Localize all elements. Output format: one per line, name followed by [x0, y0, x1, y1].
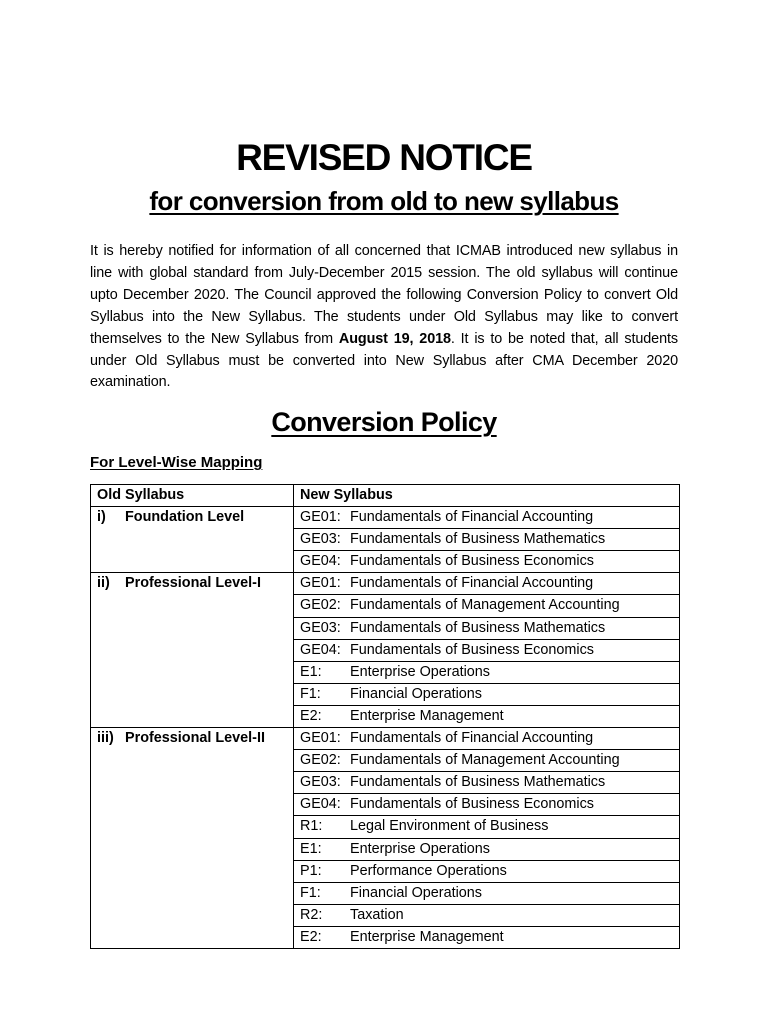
old-syllabus-level: [91, 507, 294, 573]
subject-code: GE04:: [300, 553, 341, 570]
subject-name: Performance Operations: [350, 862, 507, 879]
subject-code: F1:: [300, 685, 321, 702]
new-syllabus-subject: [294, 529, 680, 551]
table-row: [91, 507, 680, 529]
subject-code: GE03:: [300, 774, 341, 791]
paragraph-text-before: It is hereby notified for information of all concerned that ICMAB introduced new syllabus in line with global standard from July-December 2015 session. The old syllabus will continue upto December 2020. The Council approved the following Conversion Policy to convert Old Syllabus into the New Syllabus. The students under Old Syllabus may like to convert themselves to the New Syllabus from: [90, 243, 678, 347]
new-syllabus-subject: [294, 617, 680, 639]
new-syllabus-subject: [294, 683, 680, 705]
section-title: [0, 402, 768, 442]
new-syllabus-subject: [294, 728, 680, 750]
subject-name: Fundamentals of Business Economics: [350, 553, 594, 570]
new-syllabus-subject: [294, 595, 680, 617]
new-syllabus-subject: [294, 639, 680, 661]
new-syllabus-subject: [294, 860, 680, 882]
new-syllabus-subject: [294, 816, 680, 838]
header-new-syllabus: New Syllabus: [294, 485, 680, 507]
table-row: [91, 728, 680, 750]
notice-title: REVISED NOTICE: [236, 137, 532, 178]
subject-code: E1:: [300, 663, 322, 680]
subject-name: Fundamentals of Management Accounting: [350, 597, 620, 614]
level-name: Foundation Level: [125, 509, 245, 526]
level-name: Professional Level-II: [125, 730, 265, 747]
subject-name: Fundamentals of Financial Accounting: [350, 575, 594, 592]
subject-name: Fundamentals of Financial Accounting: [350, 509, 594, 526]
subject-code: R2:: [300, 906, 323, 923]
subject-code: E1:: [300, 840, 322, 857]
paragraph-text-after: . It is to be noted that, all students under Old Syllabus must be converted into New Syllabus after CMA December 2020 examination.: [90, 330, 678, 391]
subject-code: GE04:: [300, 796, 341, 813]
table-body: [91, 507, 680, 949]
new-syllabus-subject: [294, 882, 680, 904]
subject-name: Fundamentals of Business Economics: [350, 641, 594, 658]
paragraph-date: August 19, 2018: [338, 330, 451, 347]
mapping-heading: For Level-Wise Mapping: [90, 454, 263, 471]
new-syllabus-subject: [294, 904, 680, 926]
subject-code: F1:: [300, 884, 321, 901]
subject-name: Financial Operations: [350, 685, 482, 702]
notice-paragraph: [90, 241, 678, 394]
header-old-syllabus: Old Syllabus: [91, 485, 294, 507]
subject-code: GE03:: [300, 619, 341, 636]
subject-code: GE02:: [300, 597, 341, 614]
section-title-text: Conversion Policy: [271, 407, 497, 437]
subject-code: P1:: [300, 862, 322, 879]
new-syllabus-subject: [294, 551, 680, 573]
level-number: iii): [97, 730, 114, 747]
new-syllabus-subject: [294, 573, 680, 595]
new-syllabus-subject: [294, 661, 680, 683]
subject-name: Fundamentals of Management Accounting: [350, 752, 620, 769]
new-syllabus-subject: [294, 772, 680, 794]
new-syllabus-subject: [294, 507, 680, 529]
subject-code: E2:: [300, 928, 322, 945]
subject-code: R1:: [300, 818, 323, 835]
subject-code: GE01:: [300, 730, 341, 747]
subject-name: Enterprise Operations: [350, 840, 490, 857]
table-header-row: [91, 485, 680, 507]
subject-name: Financial Operations: [350, 884, 482, 901]
subject-name: Fundamentals of Business Mathematics: [350, 531, 606, 548]
subject-name: Enterprise Management: [350, 707, 504, 724]
new-syllabus-subject: [294, 794, 680, 816]
subject-code: GE04:: [300, 641, 341, 658]
level-mapping-table: [90, 484, 680, 949]
new-syllabus-subject: [294, 838, 680, 860]
new-syllabus-subject: [294, 926, 680, 948]
level-number: i): [97, 509, 106, 526]
subject-name: Enterprise Management: [350, 928, 504, 945]
subject-name: Enterprise Operations: [350, 663, 490, 680]
subject-code: E2:: [300, 707, 322, 724]
subject-name: Legal Environment of Business: [350, 818, 549, 835]
level-number: ii): [97, 575, 110, 592]
table-row: [91, 573, 680, 595]
subject-code: GE03:: [300, 531, 341, 548]
notice-subtitle: [0, 184, 768, 218]
subject-code: GE01:: [300, 509, 341, 526]
subject-code: GE01:: [300, 575, 341, 592]
subject-name: Fundamentals of Financial Accounting: [350, 730, 594, 747]
old-syllabus-level: [91, 728, 294, 949]
new-syllabus-subject: [294, 705, 680, 727]
subject-code: GE02:: [300, 752, 341, 769]
old-syllabus-level: [91, 573, 294, 728]
notice-subtitle-text: for conversion from old to new syllabus: [149, 186, 619, 216]
new-syllabus-subject: [294, 750, 680, 772]
subject-name: Fundamentals of Business Economics: [350, 796, 594, 813]
subject-name: Taxation: [350, 906, 404, 923]
subject-name: Fundamentals of Business Mathematics: [350, 774, 606, 791]
level-name: Professional Level-I: [125, 575, 261, 592]
subject-name: Fundamentals of Business Mathematics: [350, 619, 606, 636]
